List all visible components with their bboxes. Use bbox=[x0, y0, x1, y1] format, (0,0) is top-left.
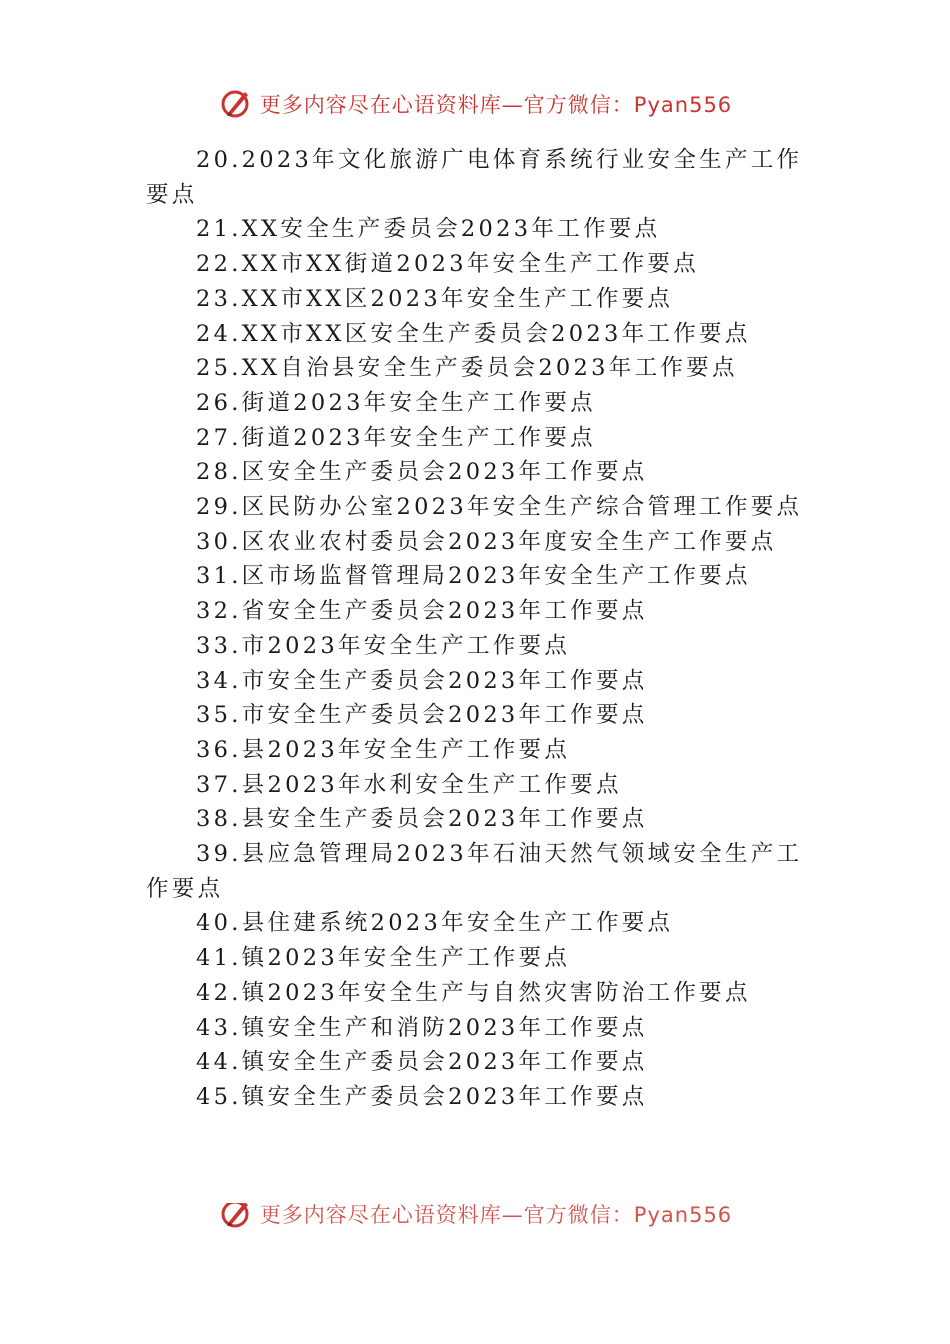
toc-item: 27.街道2023年安全生产工作要点 bbox=[196, 424, 596, 451]
toc-item: 33.市2023年安全生产工作要点 bbox=[196, 632, 571, 659]
toc-item: 25.XX自治县安全生产委员会2023年工作要点 bbox=[196, 355, 738, 382]
toc-item: 22.XX市XX街道2023年安全生产工作要点 bbox=[196, 251, 700, 278]
toc-item: 38.县安全生产委员会2023年工作要点 bbox=[196, 806, 648, 833]
toc-item: 29.区民防办公室2023年安全生产综合管理工作要点 bbox=[196, 494, 803, 521]
toc-item: 20.2023年文化旅游广电体育系统行业安全生产工作要点 bbox=[146, 147, 803, 208]
toc-item: 24.XX市XX区安全生产委员会2023年工作要点 bbox=[196, 320, 751, 347]
header-banner bbox=[0, 84, 950, 124]
banner-text: 更多内容尽在心语资料库—官方微信：Pyan556 bbox=[259, 1203, 733, 1227]
toc-item: 30.区农业农村委员会2023年度安全生产工作要点 bbox=[196, 528, 777, 555]
toc-item: 45.镇安全生产委员会2023年工作要点 bbox=[196, 1083, 648, 1110]
banner-text: 更多内容尽在心语资料库—官方微信：Pyan556 bbox=[259, 93, 733, 117]
toc-item: 42.镇2023年安全生产与自然灾害防治工作要点 bbox=[196, 979, 751, 1006]
toc-item: 35.市安全生产委员会2023年工作要点 bbox=[196, 702, 648, 729]
toc-item: 41.镇2023年安全生产工作要点 bbox=[196, 945, 571, 972]
toc-item: 28.区安全生产委员会2023年工作要点 bbox=[196, 459, 648, 486]
toc-item: 23.XX市XX区2023年安全生产工作要点 bbox=[196, 285, 674, 312]
toc-item: 39.县应急管理局2023年石油天然气领域安全生产工作要点 bbox=[146, 841, 803, 902]
pen-logo-icon bbox=[218, 86, 254, 122]
toc-item: 36.县2023年安全生产工作要点 bbox=[196, 736, 571, 763]
table-of-contents bbox=[146, 143, 814, 1115]
toc-item: 44.镇安全生产委员会2023年工作要点 bbox=[196, 1049, 648, 1076]
toc-item: 31.区市场监督管理局2023年安全生产工作要点 bbox=[196, 563, 751, 590]
toc-item: 34.市安全生产委员会2023年工作要点 bbox=[196, 667, 648, 694]
toc-item: 40.县住建系统2023年安全生产工作要点 bbox=[196, 910, 674, 937]
footer-banner bbox=[0, 1203, 950, 1239]
toc-item: 26.街道2023年安全生产工作要点 bbox=[196, 389, 596, 416]
toc-item: 21.XX安全生产委员会2023年工作要点 bbox=[196, 216, 661, 243]
pen-logo-icon bbox=[218, 1203, 254, 1232]
toc-item: 43.镇安全生产和消防2023年工作要点 bbox=[196, 1014, 648, 1041]
toc-item: 37.县2023年水利安全生产工作要点 bbox=[196, 771, 622, 798]
toc-item: 32.省安全生产委员会2023年工作要点 bbox=[196, 598, 648, 625]
